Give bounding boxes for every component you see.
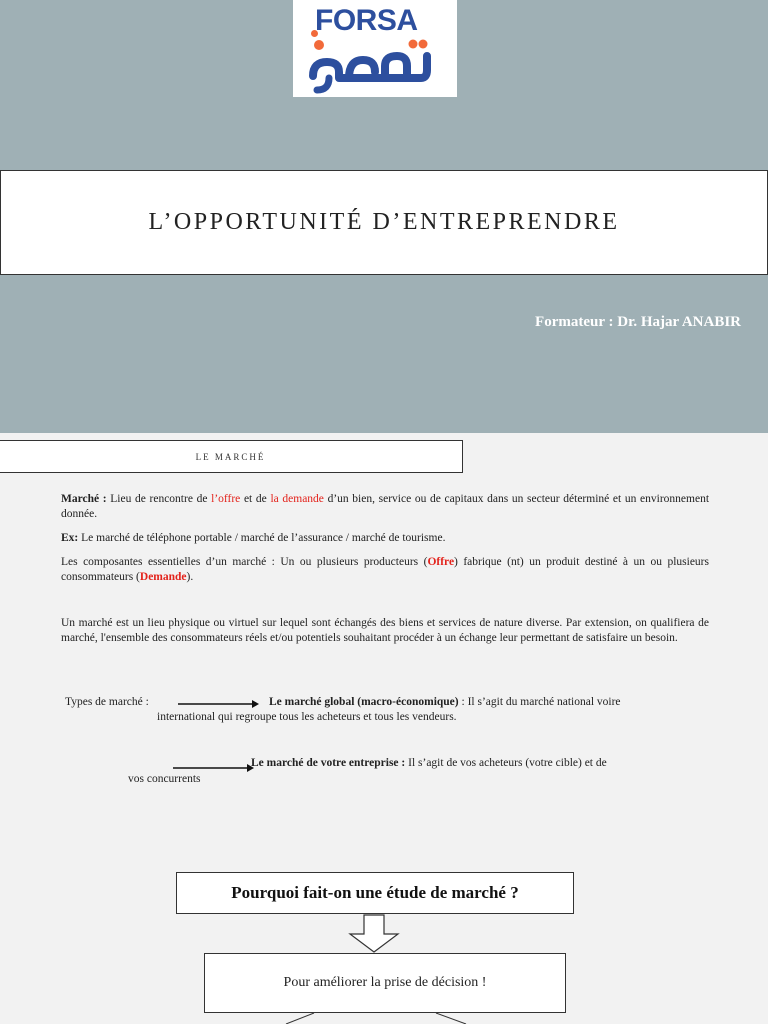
slide-title: L’OPPORTUNITÉ D’ENTREPRENDRE — [148, 209, 620, 235]
definition-text-3: d’un bien, service ou de capitaux dans un secteur déterminé et un environnement donnée. — [61, 493, 710, 520]
company-market-line — [251, 756, 607, 771]
question-box — [176, 872, 574, 914]
offre-highlight: l’offre — [211, 493, 241, 505]
title-slide — [0, 0, 768, 433]
definition-term: Marché : — [61, 493, 107, 505]
definition-text-1: Lieu de rencontre de — [106, 493, 212, 505]
company-market-text: Il s’agit de vos acheteurs (votre cible) et de — [405, 757, 607, 769]
example-text: Le marché de téléphone portable / marché de l’assurance / marché de tourisme. — [78, 532, 446, 544]
definition-text-2: et de — [240, 493, 271, 505]
trainer-name: Formateur : Dr. Hajar ANABIR — [535, 314, 741, 330]
forsa-logo — [293, 0, 457, 97]
components-demande: Demande — [139, 571, 187, 583]
answer-box — [204, 953, 566, 1013]
market-description: Un marché est un lieu physique ou virtuel sur lequel sont échangés des biens et services de nature diverse. Par extension, on qualifiera de marché, l'ensemble des consommateurs réels et/ou potentiels souhaitant procéder à un échange leur permettant de satisfaire un besoin. — [61, 617, 709, 644]
arrow-right-icon — [176, 698, 260, 710]
market-components — [61, 555, 709, 585]
components-text-1: Les composantes essentielles d’un marché : Un ou plusieurs producteurs ( — [61, 556, 428, 568]
down-arrow-icon — [348, 914, 400, 954]
types-label: Types de marché : — [65, 696, 149, 708]
global-market-text-2: international qui regroupe tous les acheteurs et tous les vendeurs. — [157, 711, 457, 723]
section-title: LE MARCHÉ — [195, 451, 266, 462]
question-text: Pourquoi fait-on une étude de marché ? — [231, 883, 519, 902]
answer-text: Pour améliorer la prise de décision ! — [283, 975, 487, 990]
logo-arabic-calligraphy — [309, 38, 439, 94]
market-definition — [61, 492, 709, 522]
global-market-title: Le marché global (macro-économique) — [269, 696, 459, 708]
market-slide — [0, 433, 768, 1024]
section-header — [0, 440, 463, 473]
global-market-text: : Il s’agit du marché national voire — [458, 696, 621, 708]
branch-lines — [280, 1013, 480, 1024]
global-market-line — [269, 695, 621, 710]
title-box — [0, 170, 768, 275]
components-text-3: ). — [186, 571, 194, 583]
market-example — [61, 531, 709, 546]
company-market-text-2: vos concurrents — [128, 773, 201, 785]
demande-highlight: la demande — [270, 493, 324, 505]
example-label: Ex: — [61, 532, 79, 544]
components-text-2: ) fabrique (nt) un produit destiné à un ou plusieurs consommateurs ( — [61, 556, 709, 583]
company-market-title: Le marché de votre entreprise : — [251, 757, 406, 769]
components-offre: Offre — [427, 556, 455, 568]
logo-latin-text: FORSA — [315, 4, 418, 37]
